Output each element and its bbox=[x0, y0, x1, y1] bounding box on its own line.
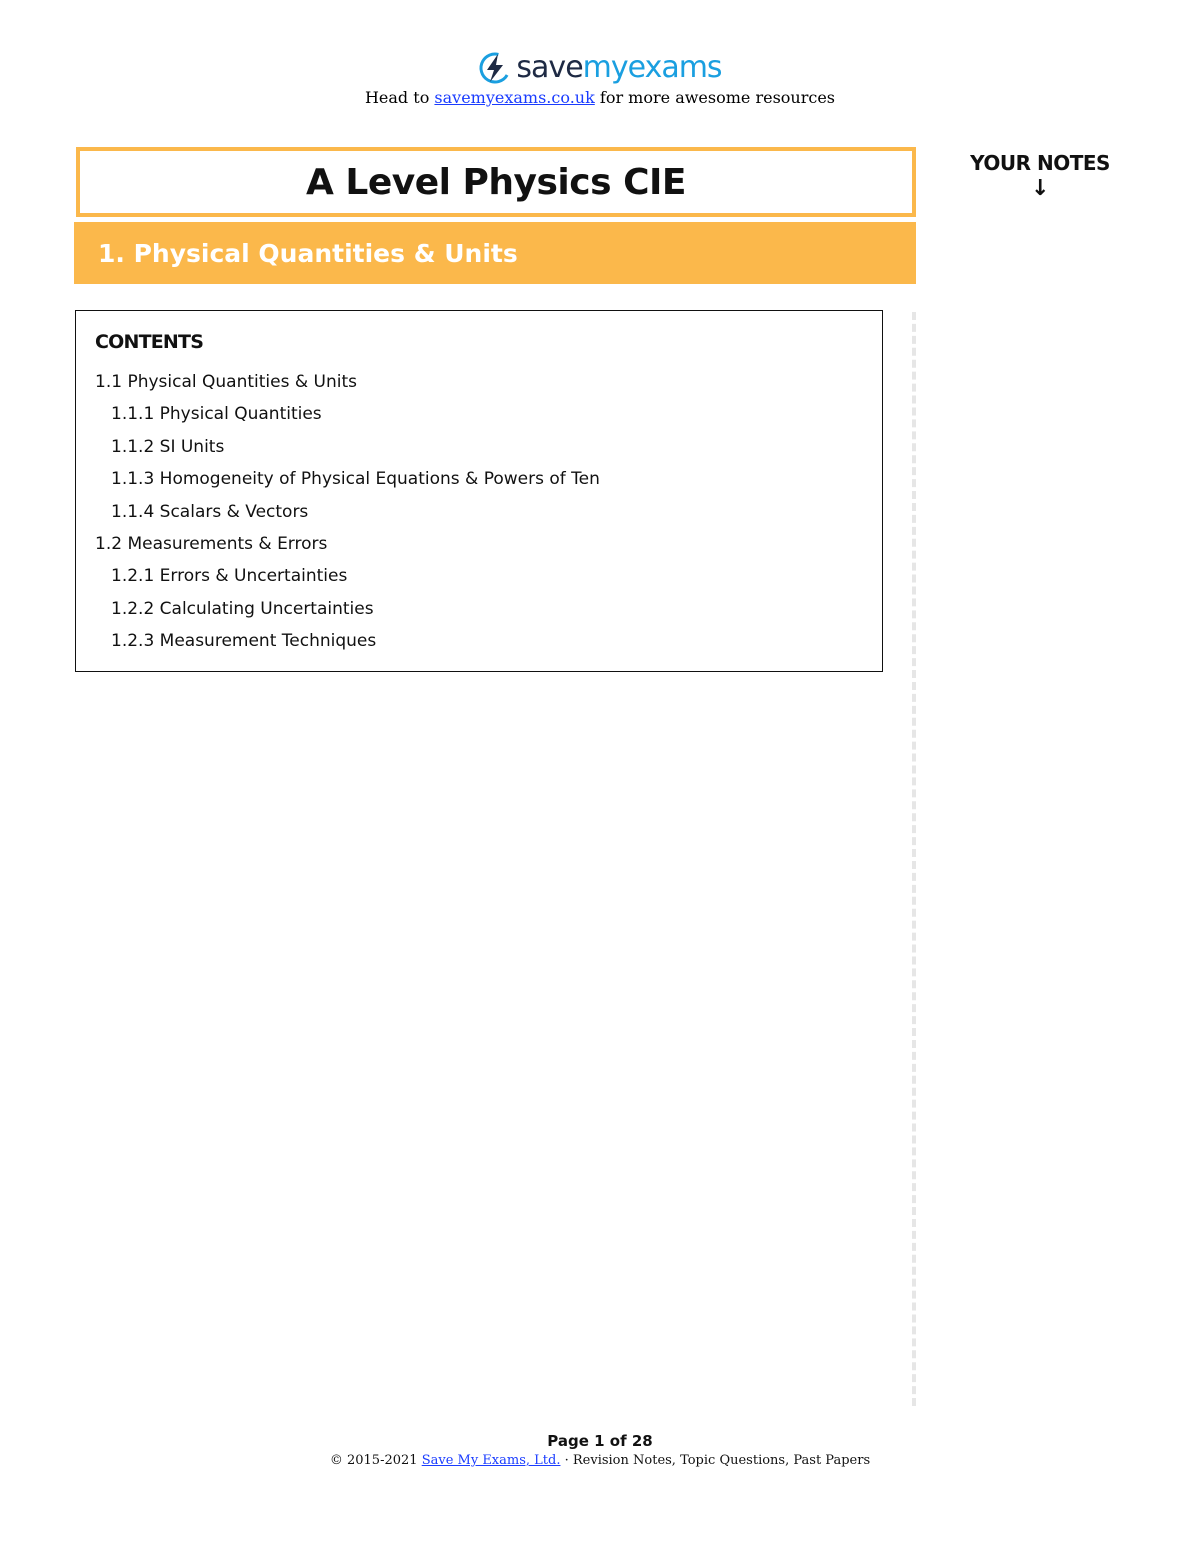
contents-box bbox=[75, 310, 883, 672]
toc-item[interactable]: 1.2.2 Calculating Uncertainties bbox=[111, 598, 374, 619]
tagline-suffix: for more awesome resources bbox=[599, 88, 836, 107]
contents-list bbox=[95, 366, 600, 658]
copyright-suffix: · Revision Notes, Topic Questions, Past Papers bbox=[564, 1453, 871, 1468]
toc-item[interactable]: 1.2.1 Errors & Uncertainties bbox=[111, 566, 348, 587]
arrow-down-icon: ↓ bbox=[1031, 176, 1049, 201]
notes-divider bbox=[912, 312, 916, 1406]
logo-word-save: save bbox=[516, 50, 583, 85]
lightning-bolt-icon bbox=[478, 51, 512, 85]
contents-heading: CONTENTS bbox=[95, 331, 204, 353]
tagline-prefix: Head to bbox=[364, 88, 430, 107]
toc-item[interactable]: 1.1.4 Scalars & Vectors bbox=[111, 501, 309, 522]
toc-item[interactable]: 1.1.3 Homogeneity of Physical Equations & Powers of Ten bbox=[111, 469, 600, 490]
page-number: Page 1 of 28 bbox=[547, 1432, 653, 1450]
your-notes-text: YOUR NOTES bbox=[970, 151, 1110, 175]
logo-wordmark bbox=[516, 50, 721, 86]
section-bar bbox=[74, 222, 916, 284]
footer-copyright bbox=[0, 1453, 1200, 1468]
toc-item[interactable]: 1.2.3 Measurement Techniques bbox=[111, 631, 377, 652]
page-title: A Level Physics CIE bbox=[306, 161, 686, 203]
header-tagline bbox=[0, 88, 1200, 107]
logo bbox=[0, 50, 1200, 86]
your-notes-label bbox=[960, 150, 1120, 202]
section-title: 1. Physical Quantities & Units bbox=[98, 238, 518, 268]
logo-word-exams: exams bbox=[627, 50, 722, 85]
copyright-link[interactable]: Save My Exams, Ltd. bbox=[421, 1453, 561, 1468]
site-link[interactable]: savemyexams.co.uk bbox=[434, 88, 595, 107]
toc-item[interactable]: 1.1 Physical Quantities & Units bbox=[95, 372, 357, 392]
toc-item[interactable]: 1.2 Measurements & Errors bbox=[95, 534, 328, 555]
toc-item[interactable]: 1.1.2 SI Units bbox=[111, 436, 225, 457]
copyright-prefix: © 2015-2021 bbox=[329, 1453, 418, 1468]
title-box bbox=[76, 147, 916, 217]
toc-item[interactable]: 1.1.1 Physical Quantities bbox=[111, 404, 322, 425]
logo-word-my: my bbox=[582, 50, 628, 85]
